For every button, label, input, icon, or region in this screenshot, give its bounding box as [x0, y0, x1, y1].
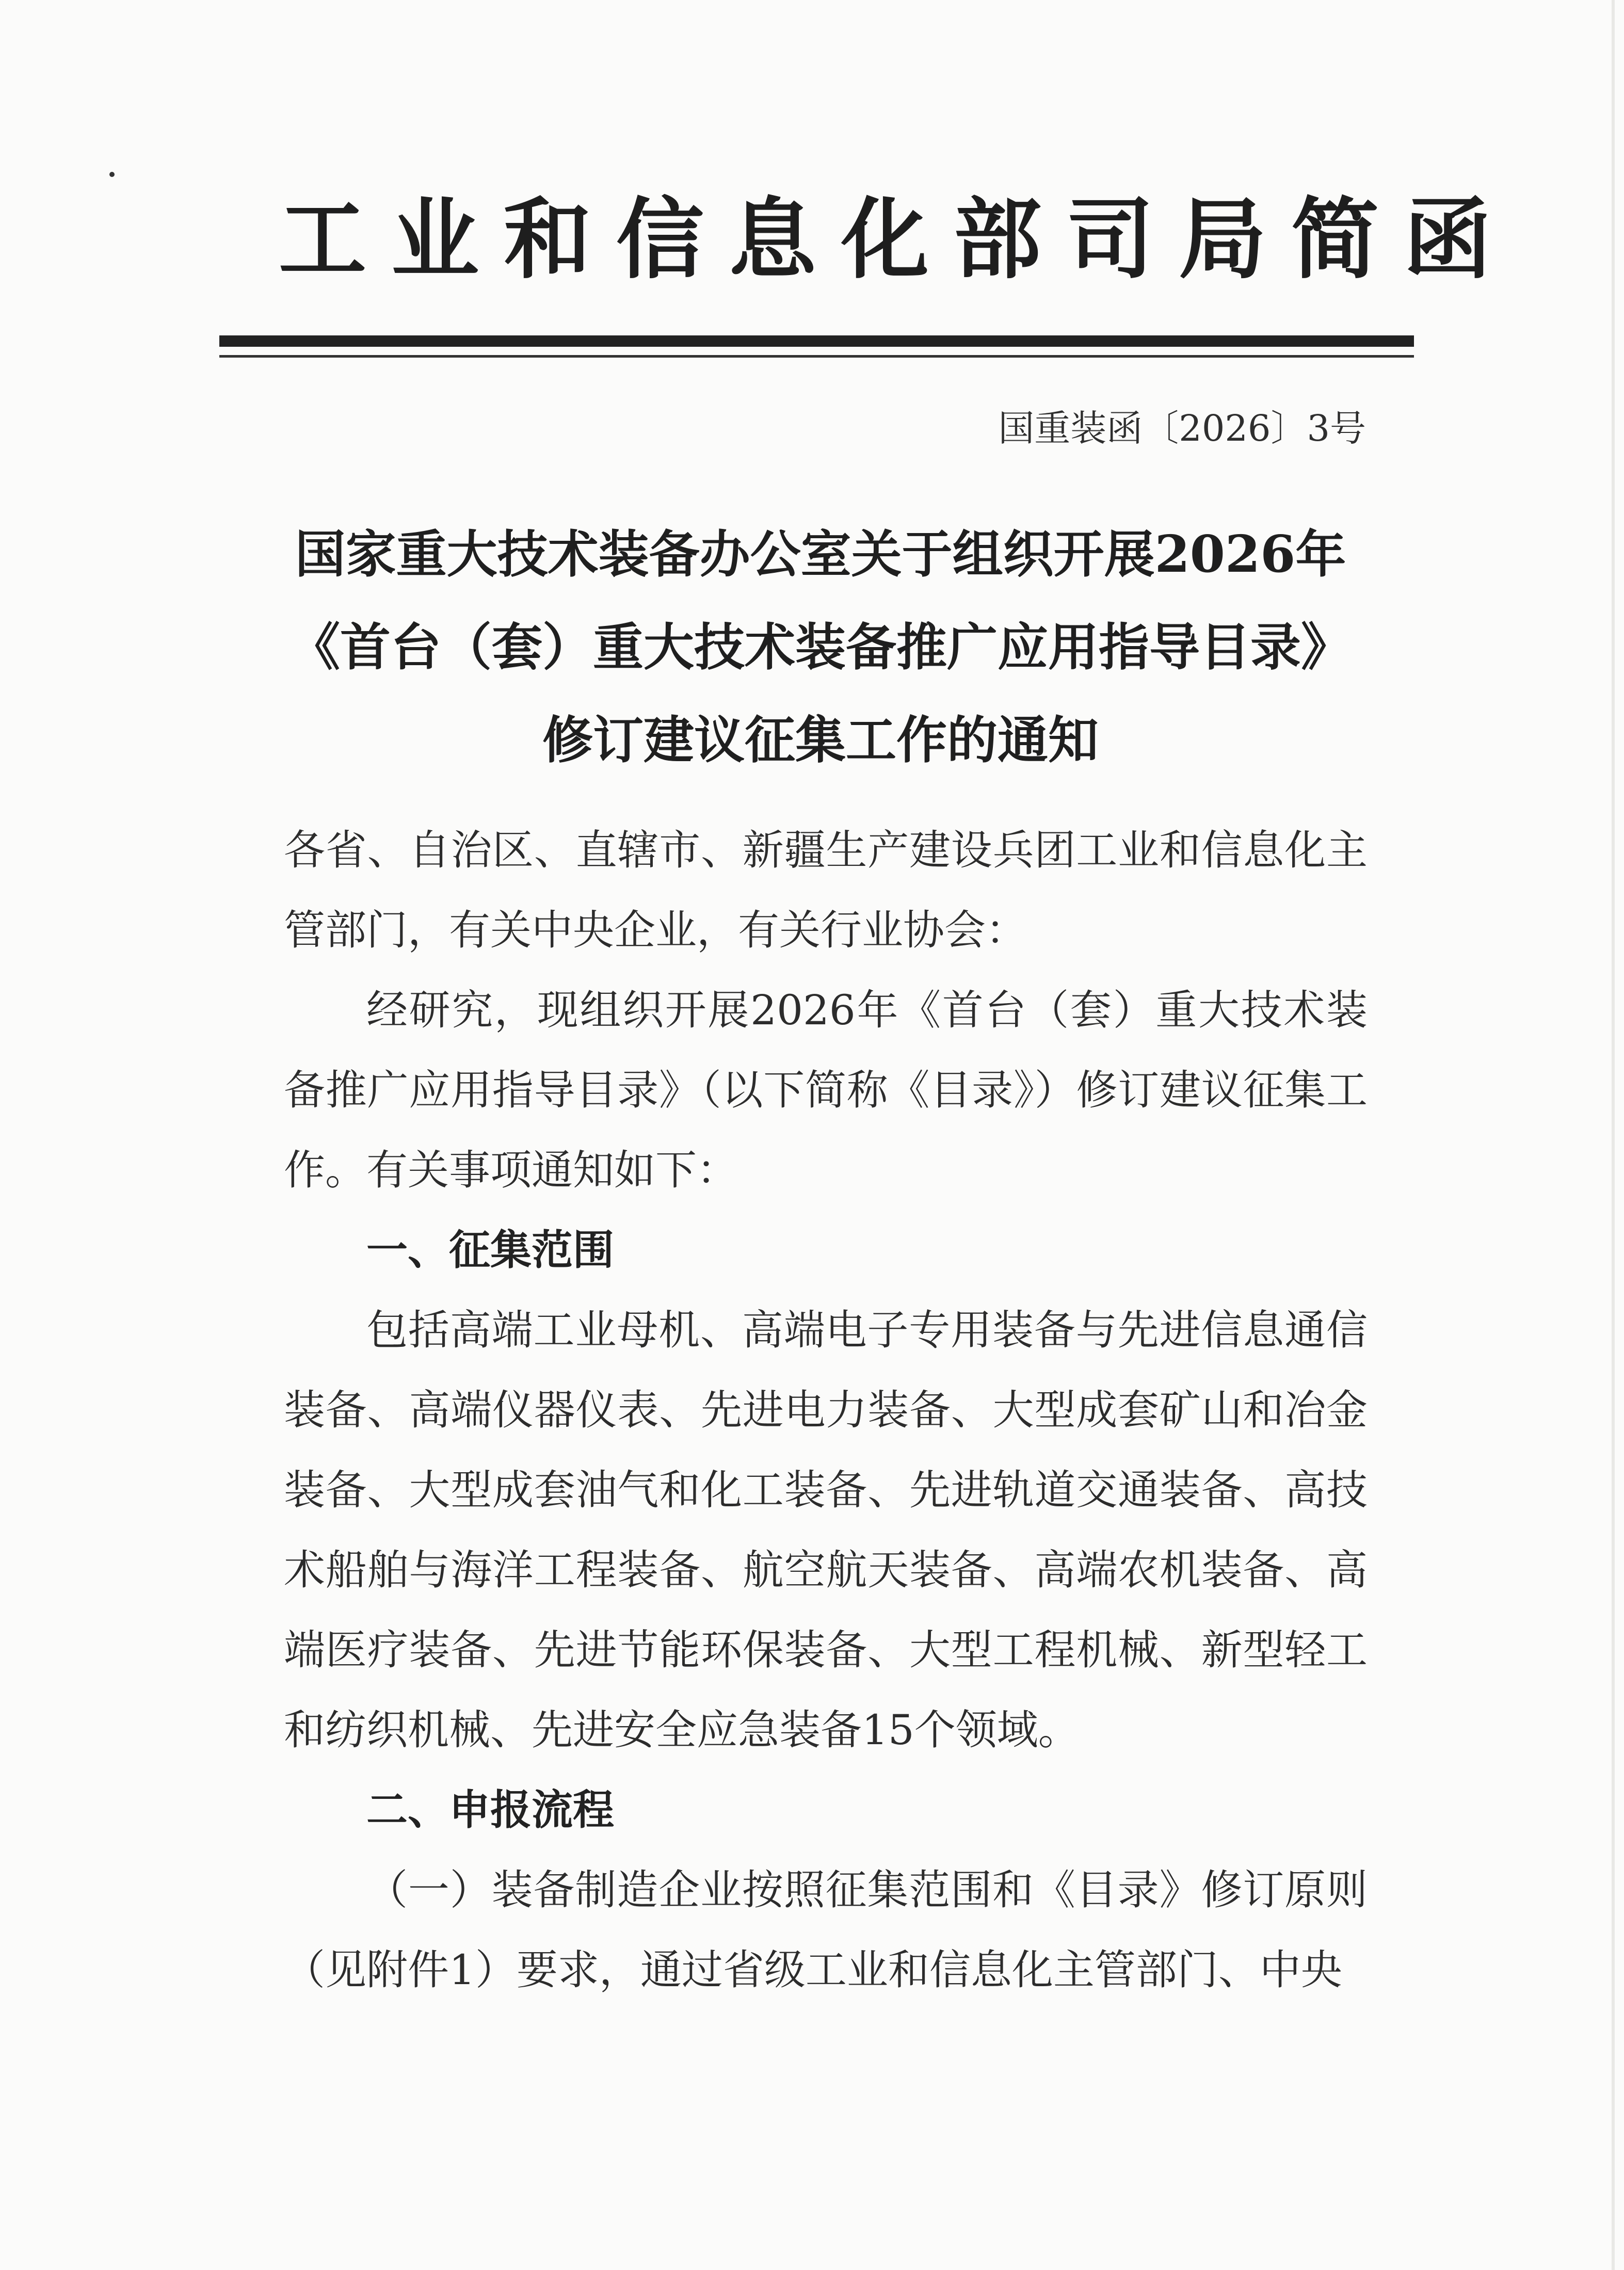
- letterhead-title: 工业和信息化部司局简函: [279, 189, 1517, 291]
- section-heading-scope: 一、征集范围: [366, 1226, 614, 1274]
- letterhead-rule-thick: [219, 335, 1414, 347]
- notice-body: [284, 810, 1368, 2010]
- title-line-3: 修订建议征集工作的通知: [542, 711, 1099, 770]
- scan-edge: [1612, 0, 1615, 2270]
- title-line-1: 国家重大技术装备办公室关于组织开展2026年: [295, 525, 1346, 584]
- letterhead-rule-thin: [219, 355, 1414, 358]
- section-heading-process: 二、申报流程: [366, 1786, 614, 1834]
- notice-title: [258, 508, 1383, 787]
- document-number: 国重装函〔2026〕3号: [998, 407, 1366, 449]
- scan-speck: [109, 172, 115, 177]
- title-line-2: 《首台（套）重大技术装备推广应用指导目录》: [289, 618, 1352, 677]
- scope-paragraph: 包括高端工业母机、高端电子专用装备与先进信息通信装备、高端仪器仪表、先进电力装备、大型成套矿山和冶金装备、大型成套油气和化工装备、先进轨道交通装备、高技术船舶与海洋工程装备、航空航天装备、高端农机装备、高端医疗装备、先进节能环保装备、大型工程机械、新型轻工和纺织机械、先进安全应急装备15个领域。: [284, 1306, 1368, 1754]
- process-paragraph: （一）装备制造企业按照征集范围和《目录》修订原则（见附件1）要求，通过省级工业和信息化主管部门、中央: [284, 1866, 1368, 1994]
- addressee: 各省、自治区、直辖市、新疆生产建设兵团工业和信息化主管部门，有关中央企业，有关行业协会：: [284, 826, 1368, 954]
- intro-paragraph: 经研究，现组织开展2026年《首台（套）重大技术装备推广应用指导目录》（以下简称《目录》）修订建议征集工作。有关事项通知如下：: [284, 986, 1368, 1194]
